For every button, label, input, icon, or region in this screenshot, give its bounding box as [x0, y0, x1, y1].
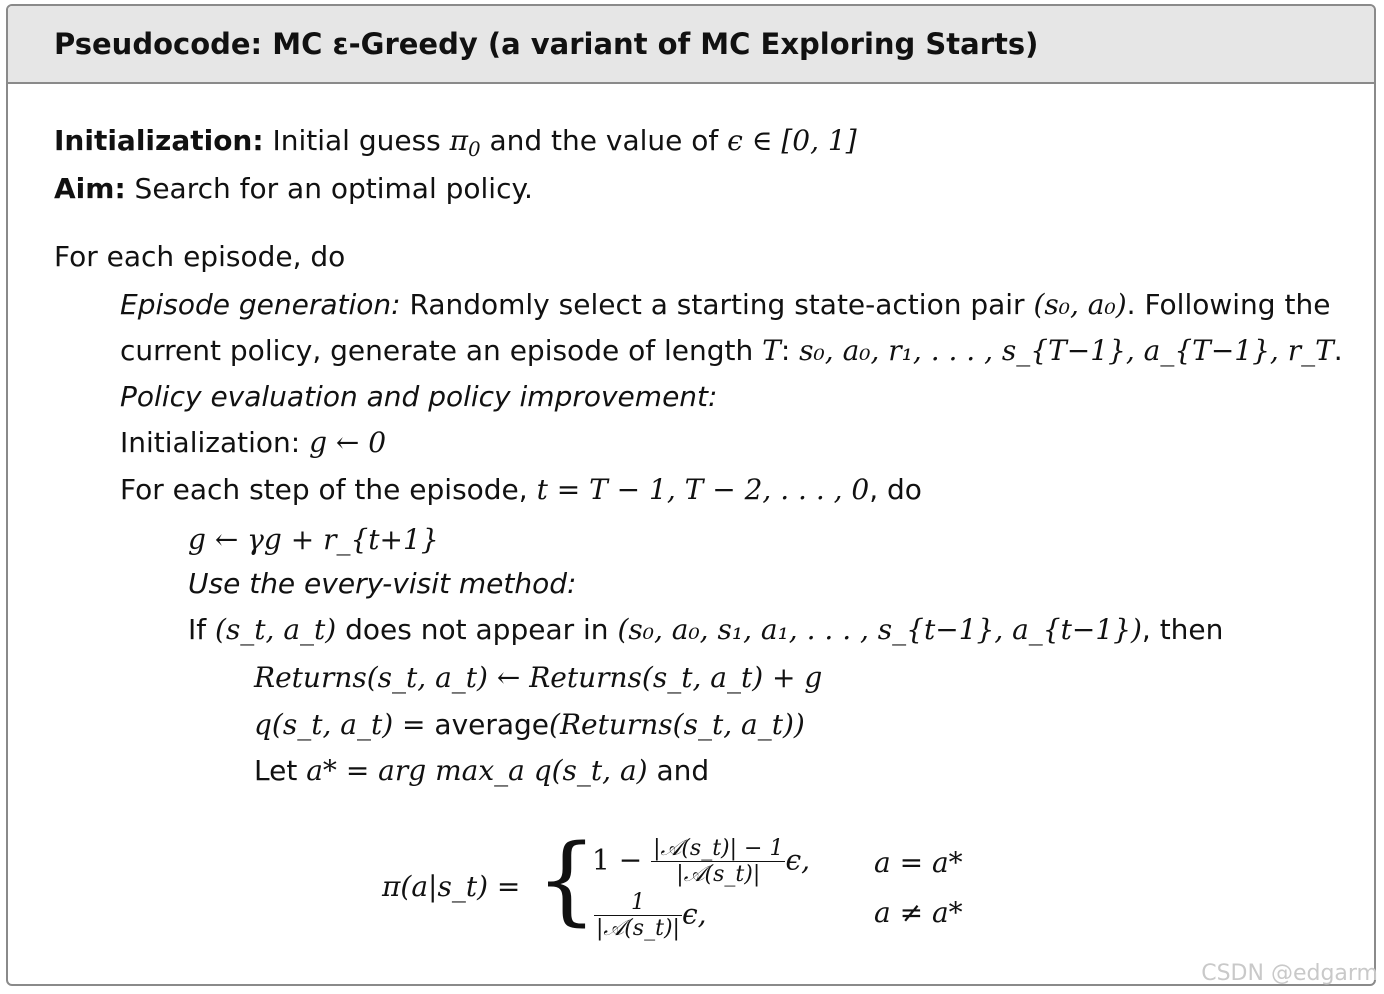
- case2-tail: ϵ,: [681, 897, 707, 931]
- let-expr: a* = arg max_a q(s_t, a): [306, 754, 648, 787]
- pseudocode-box: [6, 4, 1376, 986]
- q-update-line: [254, 708, 805, 741]
- if-text-a: If: [188, 613, 216, 646]
- every-visit-label: Use the every-visit method:: [188, 567, 577, 600]
- aim-line: [54, 172, 533, 205]
- init-g-text: Initialization:: [120, 426, 310, 459]
- pi0: $\pi_0$: [449, 124, 481, 161]
- if-text-c: , then: [1141, 613, 1224, 646]
- case2-num: 1: [594, 890, 682, 916]
- pi-lhs: π(a|s_t) =: [382, 870, 521, 903]
- let-text-b: and: [647, 754, 710, 787]
- if-text-b: does not appear in: [336, 613, 618, 646]
- case1-tail: ϵ,: [785, 843, 811, 877]
- init-text-b: and the value of: [480, 124, 728, 157]
- if-seq: (s₀, a₀, s₁, a₁, . . . , s_{t−1}, a_{t−1}): [617, 613, 1142, 646]
- episode-gen-line2: [120, 334, 1343, 367]
- init-line: [54, 124, 857, 161]
- episode-gen-text-a: Randomly select a starting state-action pair: [400, 288, 1034, 321]
- case1-den: |𝒜(s_t)|: [676, 862, 761, 887]
- case1-frac: [651, 836, 785, 887]
- left-brace: {: [536, 824, 598, 936]
- episode-gen-line2-a: current policy, generate an episode of length: [120, 334, 763, 367]
- returns-update: Returns(s_t, a_t) ← Returns(s_t, a_t) + g: [254, 661, 823, 694]
- case1-lead: 1 −: [592, 843, 643, 877]
- policy-eval-label: Policy evaluation and policy improvement:: [120, 380, 718, 413]
- for-step-text-a: For each step of the episode,: [120, 473, 537, 506]
- box-title: Pseudocode: MC ε-Greedy (a variant of MC Exploring Starts): [8, 6, 1374, 84]
- start-pair: (s₀, a₀): [1033, 288, 1127, 321]
- if-pair: (s_t, a_t): [215, 613, 337, 646]
- episode-gen-line2-b: :: [780, 334, 800, 367]
- init-text-a: Initial guess: [263, 124, 450, 157]
- if-line: [188, 613, 1223, 646]
- case2-expr: [594, 890, 707, 941]
- episode-gen-label: Episode generation:: [120, 288, 401, 321]
- for-step-line: [120, 473, 922, 506]
- init-g-expr: g ← 0: [309, 426, 387, 459]
- eps-range: ϵ ∈ [0, 1]: [727, 124, 857, 157]
- let-text-a: Let: [254, 754, 307, 787]
- episode-gen-text-b: . Following the: [1126, 288, 1331, 321]
- case1-num: |𝒜(s_t)| − 1: [653, 836, 784, 861]
- episode-gen-end: .: [1333, 334, 1343, 367]
- q-update-arg: (Returns(s_t, a_t)): [549, 708, 805, 741]
- let-line: [254, 754, 709, 787]
- case2-den: |𝒜(s_t)|: [596, 916, 680, 941]
- case2-cond: a ≠ a*: [874, 896, 963, 929]
- q-update-fn: average: [434, 708, 550, 741]
- aim-text: Search for an optimal policy.: [125, 172, 533, 205]
- q-update-lhs: q(s_t, a_t) =: [254, 708, 435, 741]
- for-step-expr: t = T − 1, T − 2, . . . , 0: [536, 473, 870, 506]
- for-episode-line: For each episode, do: [54, 240, 346, 273]
- episode-gen-line1: [120, 288, 1330, 321]
- case1-expr: [592, 836, 810, 887]
- case2-frac: [594, 890, 682, 941]
- init-g-line: [120, 426, 386, 459]
- watermark: CSDN @edgarm: [1201, 961, 1378, 986]
- case1-cond: a = a*: [874, 846, 963, 879]
- for-step-text-b: , do: [869, 473, 922, 506]
- g-update: g ← γg + r_{t+1}: [188, 523, 439, 556]
- aim-label: Aim:: [54, 172, 126, 205]
- init-label: Initialization:: [54, 124, 264, 157]
- episode-length-T: T: [762, 334, 781, 367]
- episode-sequence: s₀, a₀, r₁, . . . , s_{T−1}, a_{T−1}, r_T: [799, 334, 1334, 367]
